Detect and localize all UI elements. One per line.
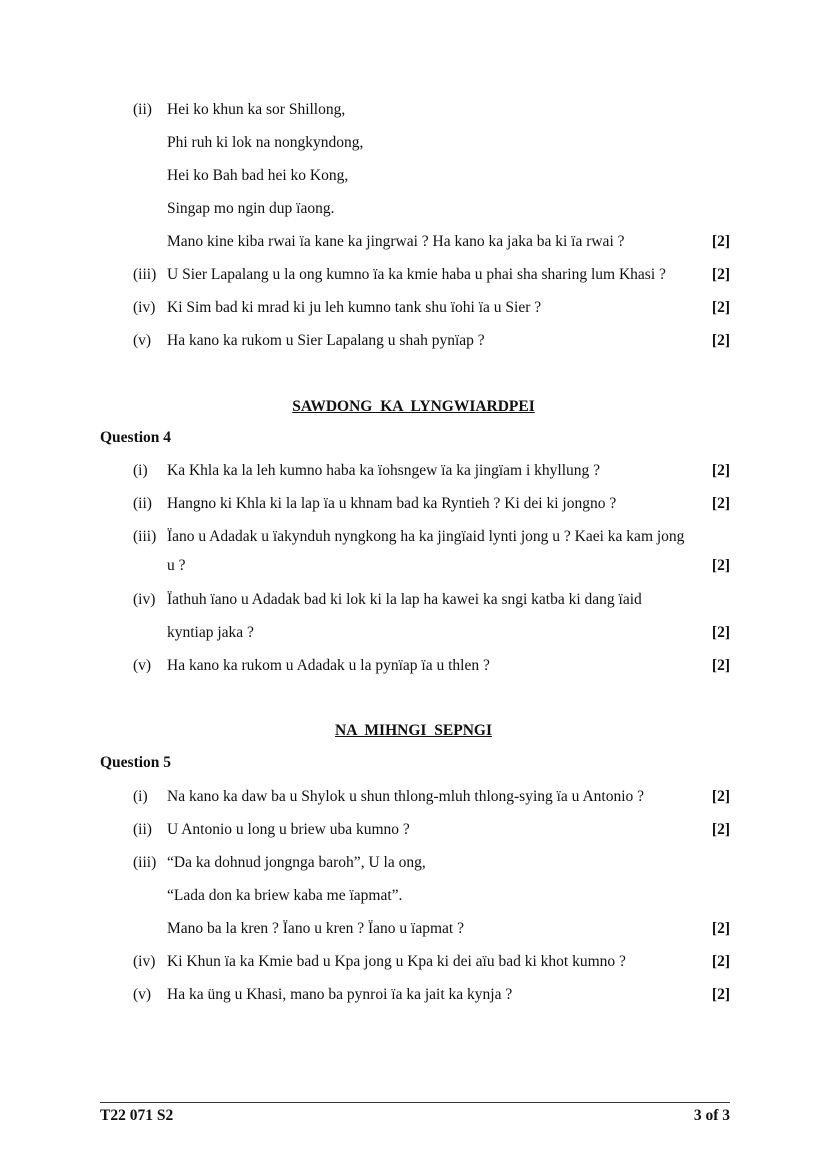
question-number: (iv) (133, 953, 156, 970)
question-number: (i) (133, 788, 148, 805)
question-number: (iii) (133, 854, 157, 871)
question-text-line: Hangno ki Khla ki la lap ïa u khnam bad ka Ryntieh ? Ki dei ki jongno ? (167, 495, 617, 512)
question-text-line: U Sier Lapalang u la ong kumno ïa ka kmie haba u phai sha sharing lum Khasi ? (167, 266, 666, 283)
question-number: (iii) (133, 266, 157, 283)
question-number: (ii) (133, 495, 152, 512)
marks-label: [2] (711, 953, 730, 970)
question-text-line: Hei ko Bah bad hei ko Kong, (167, 167, 349, 184)
question-text-line: Na kano ka daw ba u Shylok u shun thlong-mluh thlong-sying ïa u Antonio ? (167, 788, 645, 805)
question-text-line: kyntiap jaka ? (167, 624, 254, 641)
question-text-line: Ka Khla ka la leh kumno haba ka ïohsngew ïa ka jingïam i khyllung ? (167, 462, 601, 479)
paper-code: T22 071 S2 (100, 1107, 174, 1124)
question-text-line: Singap mo ngin dup ïaong. (167, 200, 335, 217)
question-number: (iv) (133, 591, 156, 608)
question-text-line: Ha kano ka rukom u Adadak u la pynïap ïa u thlen ? (167, 657, 490, 674)
question-text-line: u ? (167, 557, 186, 574)
marks-label: [2] (711, 788, 730, 805)
question-number: (v) (133, 986, 152, 1003)
marks-label: [2] (711, 462, 730, 479)
marks-label: [2] (711, 266, 730, 283)
question-number: (i) (133, 462, 148, 479)
question-number: (v) (133, 332, 152, 349)
question-text-line: Mano kine kiba rwai ïa kane ka jingrwai ? Ha kano ka jaka ba ki ïa rwai ? (167, 233, 625, 250)
question-title: Question 5 (100, 754, 172, 771)
question-text-line: Ïano u Adadak u ïakynduh nyngkong ha ka jingïaid lynti jong u ? Kaei ka kam jong (167, 528, 685, 545)
marks-label: [2] (711, 299, 730, 316)
question-number: (ii) (133, 821, 152, 838)
section-heading: SAWDONG KA LYNGWIARDPEI (292, 398, 535, 415)
page-number: 3 of 3 (693, 1107, 730, 1124)
question-text-line: Ha ka üng u Khasi, mano ba pynroi ïa ka jait ka kynja ? (167, 986, 513, 1003)
footer-divider (100, 1102, 730, 1103)
question-text-line: Ïathuh ïano u Adadak bad ki lok ki la lap ha kawei ka sngi katba ki dang ïaid (167, 591, 642, 608)
question-number: (v) (133, 657, 152, 674)
marks-label: [2] (711, 920, 730, 937)
marks-label: [2] (711, 821, 730, 838)
marks-label: [2] (711, 233, 730, 250)
question-text-line: U Antonio u long u briew uba kumno ? (167, 821, 410, 838)
question-number: (iv) (133, 299, 156, 316)
marks-label: [2] (711, 332, 730, 349)
question-text-line: Mano ba la kren ? Ïano u kren ? Ïano u ïapmat ? (167, 920, 464, 937)
marks-label: [2] (711, 557, 730, 574)
question-text-line: Ki Sim bad ki mrad ki ju leh kumno tank shu ïohi ïa u Sier ? (167, 299, 542, 316)
question-text-line: Hei ko khun ka sor Shillong, (167, 101, 346, 118)
question-number: (iii) (133, 528, 157, 545)
question-text-line: “Da ka dohnud jongnga baroh”, U la ong, (167, 854, 426, 871)
marks-label: [2] (711, 624, 730, 641)
marks-label: [2] (711, 986, 730, 1003)
question-text-line: Phi ruh ki lok na nongkyndong, (167, 134, 364, 151)
question-text-line: Ha kano ka rukom u Sier Lapalang u shah pynïap ? (167, 332, 485, 349)
question-title: Question 4 (100, 429, 172, 446)
marks-label: [2] (711, 495, 730, 512)
marks-label: [2] (711, 657, 730, 674)
question-text-line: “Lada don ka briew kaba me ïapmat”. (167, 887, 403, 904)
section-heading: NA MIHNGI SEPNGI (335, 722, 492, 739)
question-text-line: Ki Khun ïa ka Kmie bad u Kpa jong u Kpa ki dei aïu bad ki khot kumno ? (167, 953, 626, 970)
question-number: (ii) (133, 101, 152, 118)
